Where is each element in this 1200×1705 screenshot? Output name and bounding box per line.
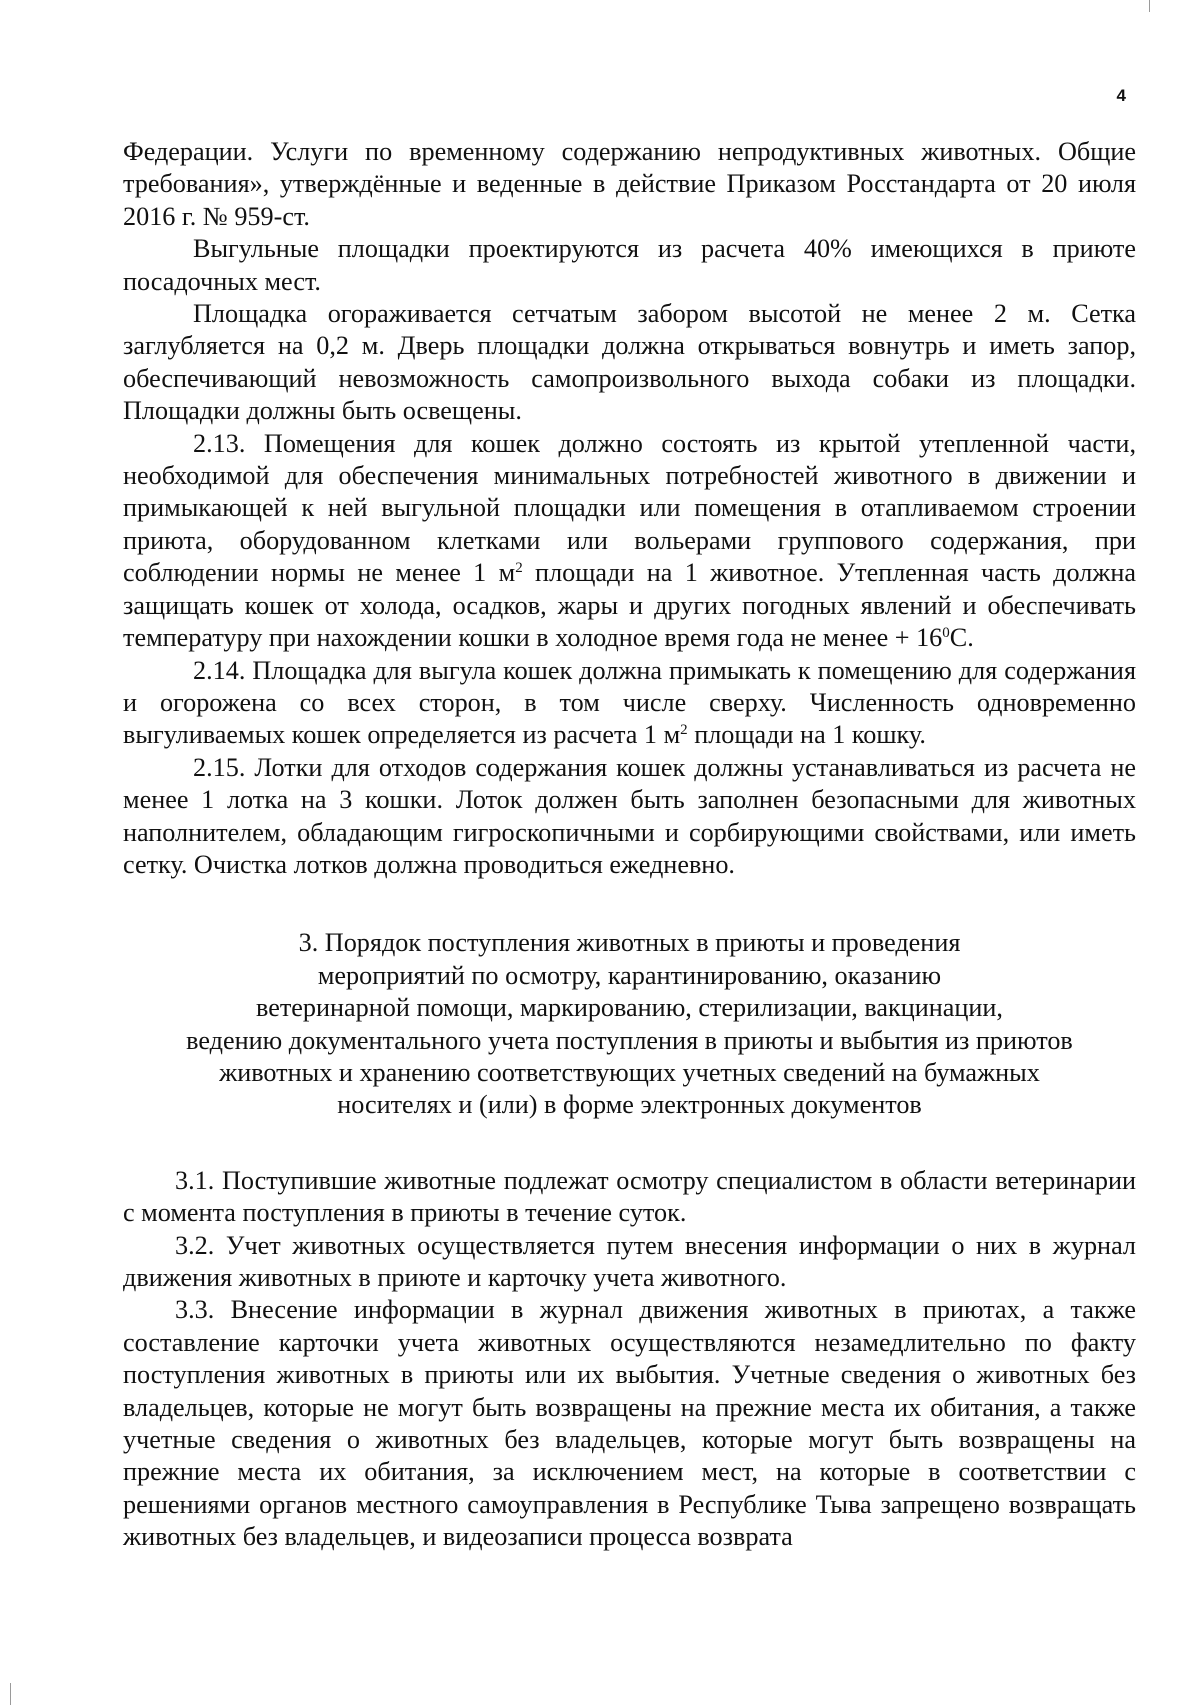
heading-line: животных и хранению соответствующих учетных сведений на бумажных bbox=[219, 1057, 1040, 1087]
item-3-2: 3.2. Учет животных осуществляется путем внесения информации о них в журнал движения животных в приюте и карточку учета животного. bbox=[123, 1230, 1136, 1292]
section-3-heading bbox=[123, 927, 1136, 1121]
heading-line: 3. Порядок поступления животных в приюты и проведения bbox=[298, 928, 961, 958]
document-body bbox=[123, 136, 1136, 1554]
item-2-14 bbox=[123, 655, 1136, 752]
heading-line: носителях и (или) в форме электронных документов bbox=[337, 1090, 922, 1120]
item-2-13-text-c: С. bbox=[949, 623, 974, 653]
paragraph-continuation: Федерации. Услуги по временному содержанию непродуктивных животных. Общие требования», утверждённые и веденные в действие Приказом Росстандарта от 20 июля 2016 г. № 959-ст. bbox=[123, 137, 1136, 231]
item-2-13 bbox=[123, 428, 1136, 655]
page-number: 4 bbox=[1116, 86, 1126, 105]
scan-edge-mark bbox=[10, 1683, 11, 1705]
item-2-13-text-a: 2.13. Помещения для кошек должно состоять из крытой утепленной части, необходимой для обеспечения минимальных потребностей животного в движении и примыкающей к ней выгульной площадки или помещения в отапливаемом строении приюта, оборудованном клетками или вольерами группового содержания, при соблюдении нормы не менее 1 м bbox=[123, 428, 1136, 588]
item-2-13-text-b: площади на 1 животное. Утепленная часть должна защищать кошек от холода, осадков, жары и других погодных явлений и обеспечивать температуру при нахождении кошки в холодное время года не менее + 16 bbox=[123, 558, 1136, 653]
paragraph-fencing: Площадка огораживается сетчатым забором высотой не менее 2 м. Сетка заглубляется на 0,2 м. Дверь площадки должна открываться вовнутрь и иметь запор, обеспечивающий невозможность самопроизвольного выхода собаки из площадки. Площадки должны быть освещены. bbox=[123, 299, 1136, 426]
item-3-1: 3.1. Поступившие животные подлежат осмотру специалистом в области ветеринарии с момента поступления в приюты в течение суток. bbox=[123, 1165, 1136, 1228]
item-2-14-text-b: площади на 1 кошку. bbox=[687, 720, 926, 750]
item-3-3: 3.3. Внесение информации в журнал движения животных в приютах, а также составление карточки учета животных осуществляются незамедлительно по факту поступления животных в приюты или их выбытия. Учетные сведения о животных без владельцев, которые не могут быть возвращены на прежние места их обитания, а также учетные сведения о животных без владельцев, которые могут быть возвращены на прежние места их обитания, за исключением мест, на которые в соответствии с решениями органов местного самоуправления в Республике Тыва запрещено возвращать животных без владельцев, и видеозаписи процесса возврата bbox=[123, 1295, 1136, 1552]
item-2-15: 2.15. Лотки для отходов содержания кошек должны устанавливаться из расчета не менее 1 лотка на 3 кошки. Лоток должен быть заполнен безопасными для животных наполнителем, обладающим гигроскопичными и сорбирующими свойствами, или иметь сетку. Очистка лотков должна проводиться ежедневно. bbox=[123, 752, 1136, 879]
item-2-14-text-a: 2.14. Площадка для выгула кошек должна примыкать к помещению для содержания и огорожена со всех сторон, в том числе сверху. Численность одновременно выгуливаемых кошек определяется из расчета 1 м bbox=[123, 655, 1136, 750]
superscript-square: 2 bbox=[515, 560, 523, 577]
superscript-square: 2 bbox=[680, 722, 688, 739]
heading-line: ведению документального учета поступления в приюты и выбытия из приютов bbox=[186, 1025, 1073, 1055]
paragraph-walking-areas: Выгульные площадки проектируются из расчета 40% имеющихся в приюте посадочных мест. bbox=[123, 234, 1136, 296]
scan-edge-mark bbox=[1149, 0, 1150, 12]
superscript-degree: 0 bbox=[942, 625, 950, 642]
heading-line: ветеринарной помощи, маркированию, стерилизации, вакцинации, bbox=[256, 993, 1003, 1023]
heading-line: мероприятий по осмотру, карантинированию, оказанию bbox=[317, 960, 942, 990]
